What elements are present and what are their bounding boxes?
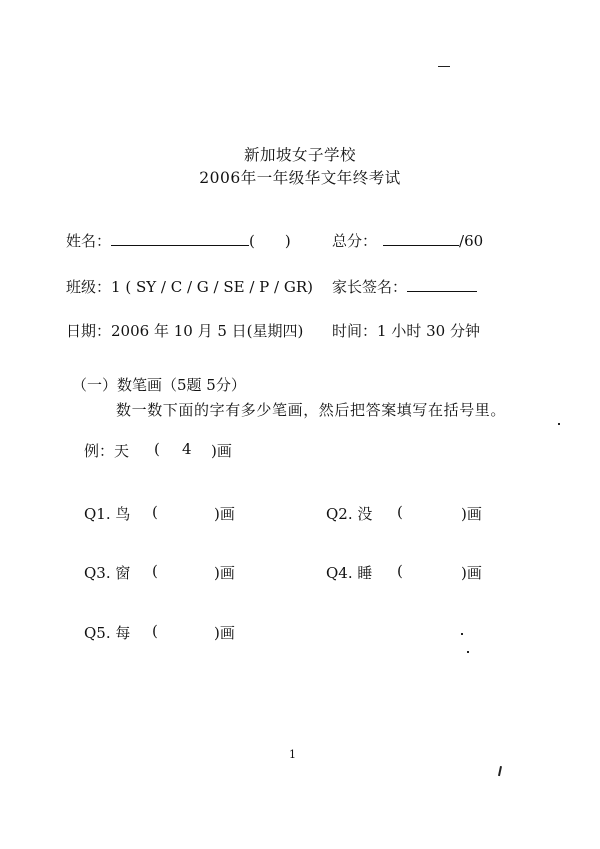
class-label: 班级： xyxy=(66,278,112,296)
time-row xyxy=(332,320,480,341)
q1-answer-field[interactable] xyxy=(162,503,212,521)
class-value: 1 ( SY / C / G / SE / P / GR) xyxy=(111,278,313,296)
q2-label: Q2. 没 xyxy=(326,505,373,523)
name-paren-close: ) xyxy=(284,232,291,250)
parent-sign-row xyxy=(332,276,477,297)
q3-paren-open: ( xyxy=(152,562,158,580)
example-label: 例：天 xyxy=(84,442,130,460)
scan-mark-top xyxy=(438,66,450,67)
q1-label: Q1. 鸟 xyxy=(84,505,131,523)
date-row xyxy=(66,320,303,341)
q1-paren-close: )画 xyxy=(214,505,235,523)
example-paren-close: )画 xyxy=(211,442,232,460)
total-label: 总分： xyxy=(332,232,378,250)
time-value: 1 小时 30 分钟 xyxy=(377,322,480,340)
name-field[interactable] xyxy=(111,231,249,246)
q1-paren-open: ( xyxy=(152,503,158,521)
class-row xyxy=(66,276,313,297)
example-answer: 4 xyxy=(182,440,192,458)
q3-paren-close: )画 xyxy=(214,564,235,582)
name-label: 姓名： xyxy=(66,232,112,250)
section1-instruction: 数一数下面的字有多少笔画，然后把答案填写在括号里。 xyxy=(116,401,507,419)
total-max: /60 xyxy=(459,232,484,250)
q5-label: Q5. 每 xyxy=(84,624,131,642)
q2-answer-field[interactable] xyxy=(407,503,459,521)
q5-paren-open: ( xyxy=(152,622,158,640)
q4-label: Q4. 睡 xyxy=(326,564,373,582)
scan-mark-right-3 xyxy=(467,651,469,653)
q2-paren-open: ( xyxy=(397,503,403,521)
total-row xyxy=(332,230,483,251)
page-number: 1 xyxy=(289,748,296,761)
q4-paren-open: ( xyxy=(397,562,403,580)
q2-paren-close: )画 xyxy=(461,505,482,523)
name-row xyxy=(66,230,291,251)
parent-sign-label: 家长签名： xyxy=(332,278,408,296)
q4-paren-close: )画 xyxy=(461,564,482,582)
q3-label: Q3. 窗 xyxy=(84,564,131,582)
index-number-field[interactable] xyxy=(255,232,285,246)
date-value: 2006 年 10 月 5 日(星期四) xyxy=(111,322,304,340)
scan-mark-right-1 xyxy=(558,423,560,425)
scan-mark-bottom xyxy=(498,766,502,776)
q4-answer-field[interactable] xyxy=(407,562,459,580)
exam-title: 2006年一年级华文年终考试 xyxy=(199,169,401,187)
total-score-field[interactable] xyxy=(383,231,459,246)
q5-answer-field[interactable] xyxy=(162,622,212,640)
date-label: 日期： xyxy=(66,322,112,340)
q5-paren-close: )画 xyxy=(214,624,235,642)
school-name: 新加坡女子学校 xyxy=(243,146,356,164)
example-paren-open: ( xyxy=(154,440,160,458)
time-label: 时间： xyxy=(332,322,378,340)
q3-answer-field[interactable] xyxy=(162,562,212,580)
name-paren-open: ( xyxy=(249,232,255,250)
parent-signature-field[interactable] xyxy=(407,277,477,292)
scan-mark-right-2 xyxy=(461,633,463,635)
section1-heading: （一）数笔画（5题 5分） xyxy=(72,376,246,394)
